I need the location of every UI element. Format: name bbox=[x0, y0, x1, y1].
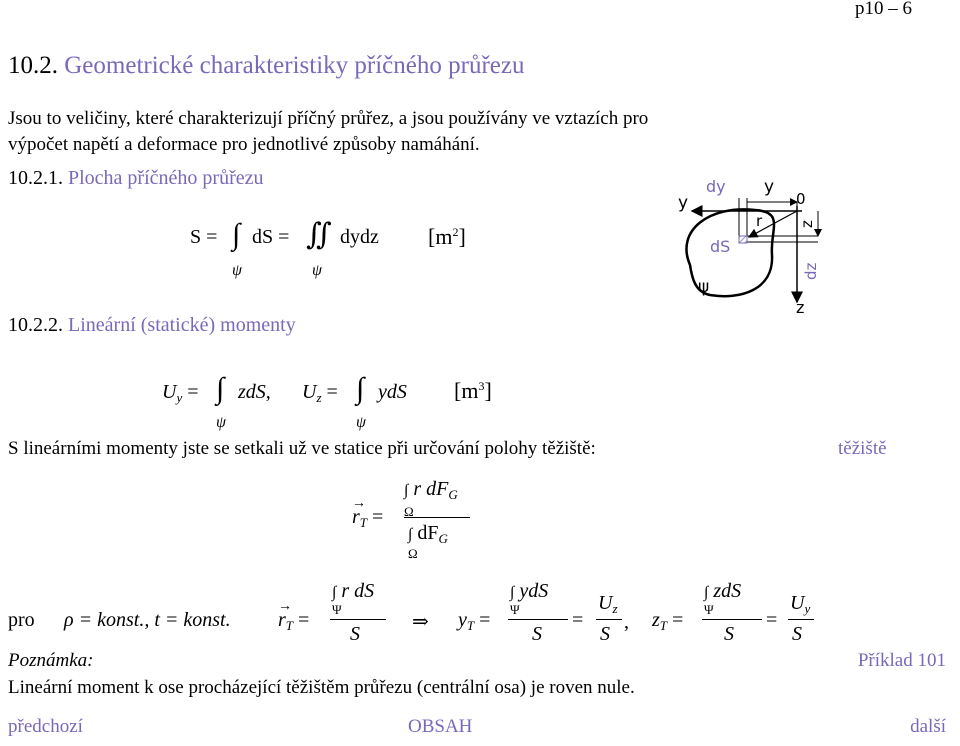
subsection-area-number: 10.2.1. bbox=[8, 167, 63, 189]
uy-integral-sign: ∫ bbox=[216, 372, 225, 405]
area-unit-exp: 2 bbox=[452, 225, 459, 239]
yt-bar bbox=[508, 619, 568, 620]
moment-unit-exp: 3 bbox=[478, 379, 485, 393]
uy-body: zdS, bbox=[238, 381, 271, 403]
zt-num-integral: ∫ bbox=[704, 584, 709, 601]
area-integral-sign-1: ∫ bbox=[232, 218, 241, 251]
zt-num-text: zdS bbox=[713, 580, 742, 602]
subsection-moments-number: 10.2.2. bbox=[8, 314, 63, 336]
uy-symbol: U bbox=[162, 381, 177, 403]
area-unit: $[m^2]$ bbox=[428, 224, 466, 249]
zt-num bbox=[704, 580, 741, 603]
section-number: 10.2. bbox=[8, 52, 58, 79]
cond-rt-lhs: $r_T$ = bbox=[278, 609, 310, 633]
label-z-vertical: z bbox=[798, 220, 816, 228]
yt-sub: T bbox=[466, 618, 475, 633]
rt-vector-arrow: → bbox=[352, 496, 366, 511]
uy-domain: ψ bbox=[216, 414, 226, 431]
uz-symbol: U bbox=[302, 381, 317, 403]
zt-uy bbox=[790, 592, 810, 617]
cond-rt-num-text: r dS bbox=[341, 580, 375, 602]
uz-body: ydS bbox=[378, 381, 407, 403]
area-lhs: S = bbox=[190, 226, 218, 248]
yt-equals: = bbox=[572, 609, 584, 631]
area-formula bbox=[190, 226, 217, 249]
label-y-left: y bbox=[678, 193, 689, 213]
yt-num-integral: ∫ bbox=[510, 584, 515, 601]
area-unit-m: m bbox=[435, 224, 453, 249]
rt-den-domain: Ω bbox=[408, 546, 418, 561]
condition-rho: ρ = konst., t = konst. bbox=[64, 609, 231, 631]
zt-equals: = bbox=[766, 609, 778, 631]
section-title: Geometrické charakteristiky příčného průřezu bbox=[64, 52, 525, 79]
nav-next-link[interactable]: další bbox=[910, 716, 946, 737]
subsection-moments-title: Lineární (statické) momenty bbox=[68, 314, 296, 336]
uz-integral-sign: ∫ bbox=[356, 372, 365, 405]
label-dz: dz bbox=[802, 262, 820, 280]
label-zero: 0 bbox=[796, 190, 806, 208]
rt-num-sub: G bbox=[448, 487, 458, 502]
yt-uz-den: S bbox=[600, 623, 610, 645]
example-link[interactable]: Příklad 101 bbox=[857, 650, 946, 671]
cond-rt-domain: Ψ bbox=[332, 602, 342, 617]
area-integral-2-body: dydz bbox=[340, 226, 379, 248]
rt-fraction-bar bbox=[404, 517, 470, 518]
section-heading bbox=[8, 52, 524, 80]
subsection-area-heading bbox=[8, 167, 263, 190]
uz-domain: ψ bbox=[356, 414, 366, 431]
rt-den-sub: G bbox=[438, 531, 448, 546]
cond-rt-bar bbox=[330, 619, 386, 620]
centroid-link[interactable]: těžiště bbox=[838, 438, 887, 459]
uz-lhs: $U_z$ = bbox=[302, 381, 338, 405]
yt-uz-symbol: U bbox=[598, 592, 613, 614]
rt-num-text: r dF bbox=[413, 478, 449, 500]
uz-sub: z bbox=[316, 390, 322, 405]
label-psi: ψ bbox=[698, 277, 710, 297]
zt-domain: Ψ bbox=[704, 602, 714, 617]
zt-uy-sub: y bbox=[804, 601, 811, 616]
yt-uz-bar bbox=[596, 619, 622, 620]
label-ds: dS bbox=[710, 237, 731, 256]
intro-line-1: Jsou to veličiny, které charakterizují příčný průřez, a jsou používány ve vztazích pro bbox=[8, 108, 649, 129]
zt-lhs: $z_T$ = bbox=[652, 609, 684, 633]
yt-den: S bbox=[532, 623, 542, 645]
rt-symbol: r bbox=[352, 506, 360, 528]
uy-sub: y bbox=[176, 390, 183, 405]
intro-line-2: výpočet napětí a deformace pro jednotlivé způsoby namáhání. bbox=[8, 134, 480, 155]
area-integral-1-body: dS = bbox=[252, 226, 290, 248]
cond-rt-sub: T bbox=[285, 618, 294, 633]
cond-rt-symbol: r bbox=[278, 609, 286, 631]
zt-den: S bbox=[724, 623, 734, 645]
area-integral-sign-2: ∬ bbox=[306, 218, 332, 251]
yt-uz bbox=[598, 592, 618, 617]
area-domain-1: ψ bbox=[232, 262, 242, 279]
note-text: Lineární moment k ose procházející těžištěm průřezu (centrální osa) je roven nule. bbox=[8, 677, 635, 698]
rt-lhs: $r_T$ = bbox=[352, 506, 384, 530]
subsection-area-title: Plocha příčného průřezu bbox=[68, 167, 264, 189]
yt-comma: , bbox=[624, 611, 629, 633]
rt-sub: T bbox=[359, 515, 368, 530]
label-r: r bbox=[756, 212, 763, 230]
cond-rt-num bbox=[332, 580, 374, 603]
zt-uy-den: S bbox=[792, 623, 802, 645]
label-y-top: y bbox=[764, 177, 775, 197]
moment-unit-m: m bbox=[461, 378, 479, 403]
rt-num-integral: ∫ bbox=[404, 482, 409, 499]
nav-contents-link[interactable]: OBSAH bbox=[408, 716, 473, 737]
subsection-moments-heading bbox=[8, 314, 296, 337]
page-number: p10 – 6 bbox=[855, 0, 912, 19]
rt-den-text: dF bbox=[417, 522, 439, 544]
cond-rt-den: S bbox=[350, 623, 360, 645]
zt-symbol: z bbox=[652, 609, 660, 631]
label-dy: dy bbox=[706, 177, 726, 196]
rt-den-integral: ∫ bbox=[408, 526, 413, 543]
rt-num-domain: Ω bbox=[404, 504, 414, 519]
rt-denominator bbox=[408, 522, 448, 547]
uy-lhs: $U_y$ = bbox=[162, 381, 199, 405]
label-z-bottom: z bbox=[796, 298, 805, 315]
condition-pro: pro bbox=[8, 609, 35, 631]
nav-prev-link[interactable]: předchozí bbox=[8, 716, 83, 737]
zt-uy-symbol: U bbox=[790, 592, 805, 614]
yt-uz-sub: z bbox=[612, 601, 618, 616]
zt-uy-bar bbox=[788, 619, 814, 620]
cond-rt-num-integral: ∫ bbox=[332, 584, 337, 601]
moment-unit: $[m^3]$ bbox=[454, 378, 492, 403]
intro-paragraph bbox=[8, 106, 648, 158]
cond-rt-arrow-vec: → bbox=[278, 599, 292, 614]
cross-section-diagram bbox=[670, 170, 840, 315]
yt-num bbox=[510, 580, 548, 603]
yt-domain: Ψ bbox=[510, 602, 520, 617]
ds-element bbox=[739, 236, 747, 243]
zt-sub: T bbox=[659, 618, 668, 633]
yt-lhs: $y_T$ = bbox=[458, 609, 491, 633]
zt-bar bbox=[702, 619, 762, 620]
yt-symbol: y bbox=[458, 609, 467, 631]
implies-arrow: ⇒ bbox=[412, 611, 429, 633]
moments-sentence: S lineárními momenty jste se setkali už ve statice při určování polohy těžiště: bbox=[8, 438, 596, 459]
rt-numerator bbox=[404, 478, 458, 503]
yt-num-text: ydS bbox=[519, 580, 549, 602]
note-label: Poznámka: bbox=[8, 650, 94, 671]
area-domain-2: ψ bbox=[312, 262, 322, 279]
